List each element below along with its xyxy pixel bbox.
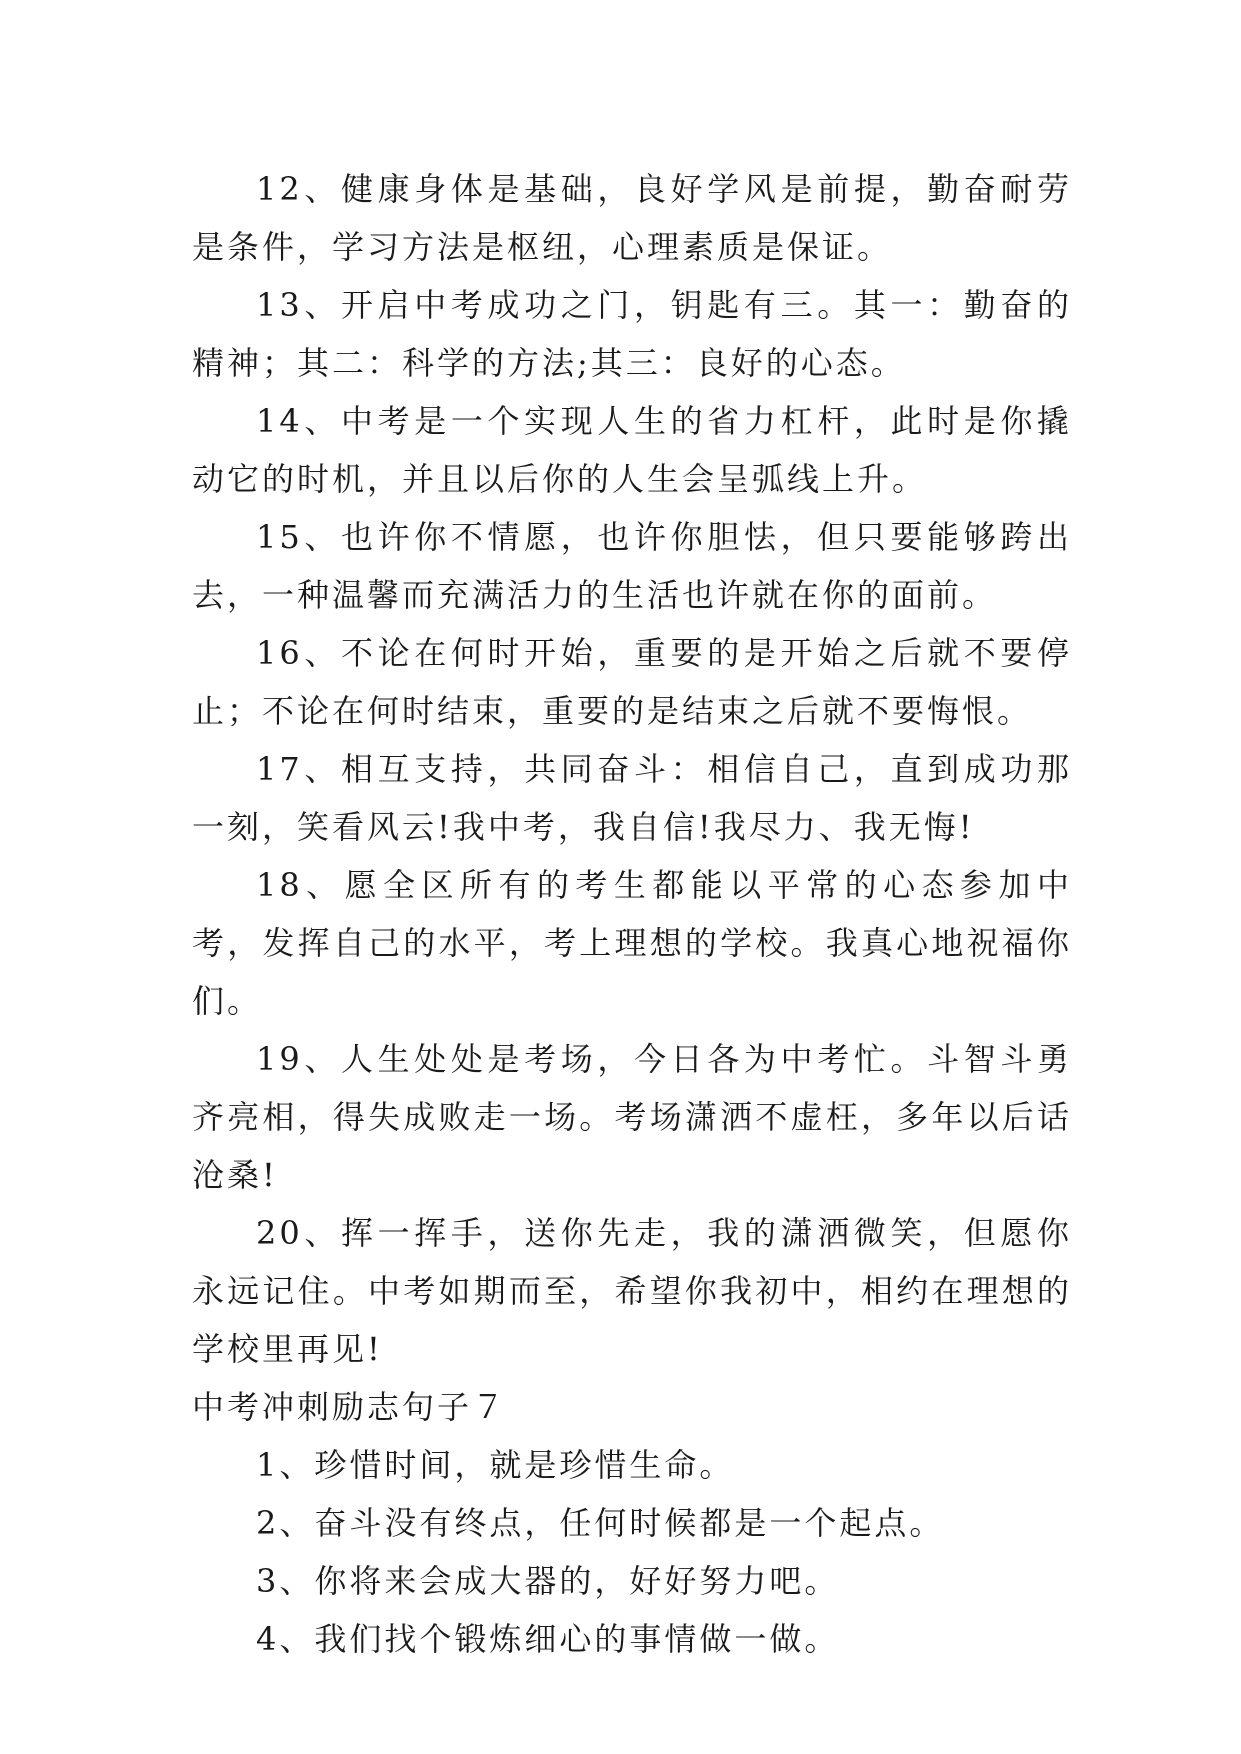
list-item: 4、我们找个锻炼细心的事情做一做。 [256,1620,840,1658]
quote-paragraph-20: 20、挥一挥手，送你先走，我的潇洒微笑，但愿你永远记住。中考如期而至，希望你我初中，相约在理想的学校里再见! [192,1214,1072,1368]
quote-paragraph-16: 16、不论在何时开始，重要的是开始之后就不要停止；不论在何时结束，重要的是结束之后就不要悔恨。 [192,634,1072,730]
list-item: 3、你将来会成大器的，好好努力吧。 [256,1562,840,1600]
quote-paragraph-17: 17、相互支持，共同奋斗：相信自己，直到成功那一刻，笑看风云!我中考，我自信!我尽力、我无悔! [192,750,1072,846]
quote-paragraph-12: 12、健康身体是基础，良好学风是前提，勤奋耐劳是条件，学习方法是枢纽，心理素质是保证。 [192,170,1072,266]
quote-paragraph-14: 14、中考是一个实现人生的省力杠杆，此时是你撬动它的时机，并且以后你的人生会呈弧线上升。 [192,402,1072,498]
list-item: 2、奋斗没有终点，任何时候都是一个起点。 [256,1504,945,1542]
quote-paragraph-13: 13、开启中考成功之门，钥匙有三。其一：勤奋的精神；其二：科学的方法;其三：良好的心态。 [192,286,1072,382]
list-item: 1、珍惜时间，就是珍惜生命。 [256,1446,735,1484]
quote-paragraph-18: 18、愿全区所有的考生都能以平常的心态参加中考，发挥自己的水平，考上理想的学校。我真心地祝福你们。 [192,866,1072,1020]
quote-paragraph-19: 19、人生处处是考场，今日各为中考忙。斗智斗勇齐亮相，得失成败走一场。考场潇洒不虚枉，多年以后话沧桑! [192,1040,1072,1194]
document-body [192,160,1072,1668]
section-heading: 中考冲刺励志句子７ [192,1388,508,1426]
quote-paragraph-15: 15、也许你不情愿，也许你胆怯，但只要能够跨出去，一种温馨而充满活力的生活也许就在你的面前。 [192,518,1072,614]
